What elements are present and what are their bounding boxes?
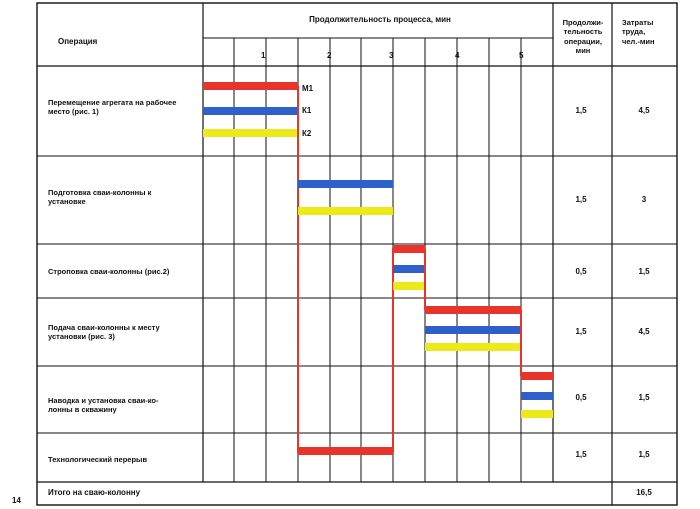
bar-m1 (298, 447, 393, 455)
operation-duration: 1,5 (575, 327, 587, 336)
table-frame (37, 3, 677, 505)
bar-k1 (298, 180, 393, 188)
bar-m1 (425, 306, 521, 314)
header-line: труда, (622, 27, 646, 37)
operation-line: Перемещение агрегата на рабочее (48, 98, 177, 107)
operation-line: Наводка и установка сваи-ко- (48, 396, 159, 405)
operation-labor: 1,5 (638, 393, 650, 402)
operation-duration: 1,5 (575, 106, 587, 115)
bar-k2 (203, 129, 298, 137)
bar-k2 (298, 207, 393, 215)
operation-duration: 1,5 (575, 195, 587, 204)
header-process-duration: Продолжительность процесса, мин (309, 15, 451, 24)
operation-duration: 0,5 (575, 267, 587, 276)
operation-name (48, 455, 198, 464)
operation-line: Строповка сваи-колонны (рис.2) (48, 267, 170, 276)
operation-name (48, 188, 198, 207)
bar-k1 (203, 107, 298, 115)
bar-k1 (393, 265, 425, 273)
operation-line: установки (рис. 3) (48, 332, 115, 342)
bar-k2 (393, 282, 425, 290)
operation-name (48, 323, 198, 342)
header-operation-duration (555, 18, 611, 56)
total-labor: 16,5 (636, 488, 652, 497)
legend-m1: М1 (302, 84, 314, 93)
time-tick: 1 (261, 51, 266, 60)
operation-line: установке (48, 197, 86, 207)
time-tick: 4 (455, 51, 460, 60)
operation-line: место (рис. 1) (48, 107, 99, 117)
time-gridlines (234, 38, 524, 482)
operation-name (48, 98, 198, 117)
bar-k1 (425, 326, 521, 334)
time-tick: 2 (327, 51, 332, 60)
legend-k2: К2 (302, 129, 312, 138)
operation-labor: 1,5 (638, 267, 650, 276)
header-line: тельность (563, 27, 603, 37)
bar-m1 (203, 82, 298, 90)
operation-name (48, 267, 198, 276)
time-tick: 3 (389, 51, 394, 60)
header-line: Продолжи- (562, 18, 604, 27)
bar-k2 (521, 410, 553, 418)
bar-m1 (393, 245, 425, 253)
operation-duration: 1,5 (575, 450, 587, 459)
time-tick: 5 (519, 51, 524, 60)
legend-k1: К1 (302, 106, 312, 115)
total-label: Итого на сваю-колонну (48, 488, 141, 497)
operation-line: Подготовка сваи-колонны к (48, 188, 152, 197)
operation-duration: 0,5 (575, 393, 587, 402)
operation-labor: 1,5 (638, 450, 650, 459)
operation-line: Подача сваи-колонны к месту (48, 323, 160, 332)
operation-name (48, 396, 198, 415)
bar-k1 (521, 392, 553, 400)
header-line: Затраты (622, 18, 654, 27)
operation-labor: 4,5 (638, 106, 650, 115)
operation-line: Технологический перерыв (48, 455, 148, 464)
operation-line: лонны в скважину (48, 405, 117, 415)
header-operation: Операция (58, 37, 98, 46)
schedule-bars (203, 82, 553, 455)
page-number: 14 (12, 496, 21, 505)
bar-k2 (425, 343, 521, 351)
header-line: операции, (564, 36, 602, 46)
operation-labor: 3 (641, 195, 647, 204)
header-line: мин (575, 46, 591, 56)
bar-m1 (521, 372, 553, 380)
header-line: чел.-мин (622, 36, 655, 46)
header-labor-cost (622, 18, 682, 46)
operation-labor: 4,5 (638, 327, 650, 336)
